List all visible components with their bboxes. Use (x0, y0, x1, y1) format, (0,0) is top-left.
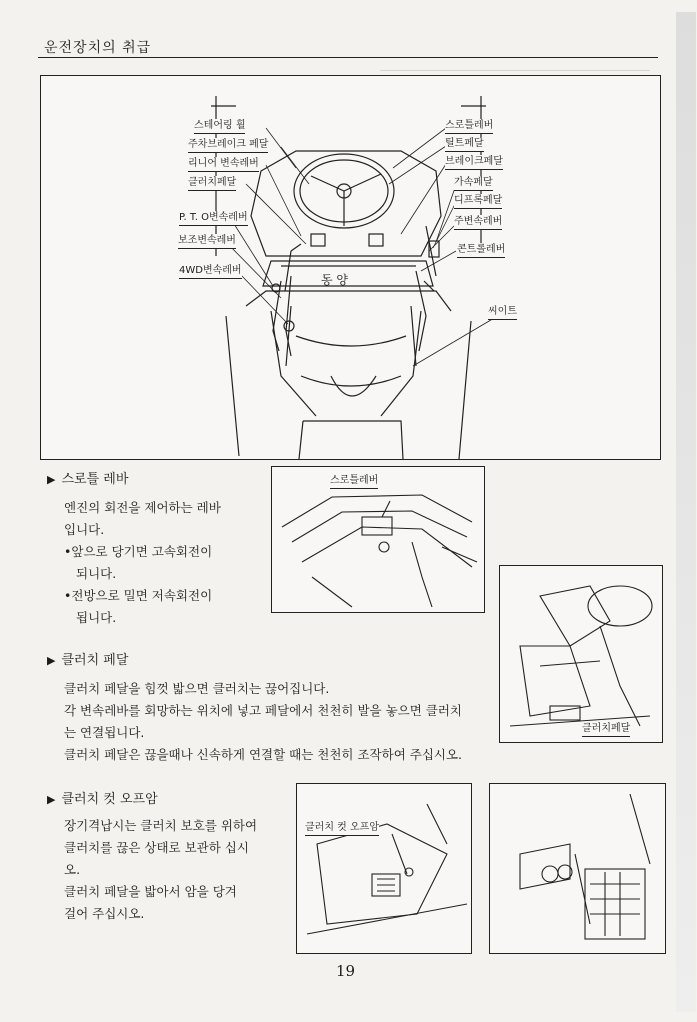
label-main-shift-lever: 주변속레버 (454, 215, 502, 230)
throttle-line-6: 됩니다. (76, 610, 117, 625)
throttle-figure-label: 스로틀레버 (330, 474, 378, 489)
throttle-section-heading (47, 468, 128, 487)
clutch-line-1: 클러치 페달을 힘껏 밟으면 클러치는 끊어집니다. (64, 681, 330, 696)
clutch-pedal-illustration (500, 566, 662, 742)
label-diff-lock-pedal: 디프록페달 (454, 194, 502, 209)
label-sub-shift-lever: 보조변속레버 (178, 234, 236, 249)
label-4wd-lever: 4WD변속레버 (179, 264, 242, 279)
label-accelerator-pedal: 가속페달 (454, 176, 493, 191)
throttle-line-5: •전방으로 밀면 저속회전이 (64, 588, 213, 603)
clutch-section-heading (47, 649, 128, 668)
clutch-cut-line-2: 클러치를 끊은 상태로 보관하 십시 (64, 840, 249, 855)
clutch-line-2: 각 변속레바를 회망하는 위치에 넣고 페달에서 천천히 발을 놓으면 클러치 (64, 703, 463, 718)
clutch-cut-section-heading (47, 788, 158, 807)
clutch-cut-detail-figure (489, 783, 666, 954)
label-pto-lever: P. T. O변속레버 (179, 211, 248, 226)
throttle-line-2: 입니다. (64, 522, 105, 537)
throttle-title: 스로틀 레바 (61, 472, 129, 487)
clutch-cut-line-4: 클러치 페달을 밟아서 암을 당겨 (64, 884, 237, 899)
label-control-lever: 콘트롤레버 (457, 243, 505, 258)
triangle-bullet-icon: ▶ (47, 473, 56, 486)
triangle-bullet-icon: ▶ (47, 654, 56, 667)
clutch-cut-figure-label: 클러치 컷 오프암 (305, 821, 379, 836)
clutch-body (64, 678, 484, 766)
clutch-cut-arm-illustration (297, 784, 471, 953)
label-steering-wheel: 스테어링 휠 (194, 119, 245, 134)
dash-brand-text: 동 양 (321, 273, 348, 287)
clutch-cut-figure (296, 783, 472, 954)
throttle-body (64, 497, 274, 629)
page-number: 19 (336, 962, 356, 980)
label-seat: 씨이트 (488, 305, 517, 320)
clutch-figure-label: 클러치페달 (582, 722, 630, 737)
clutch-cut-line-5: 걸어 주십시오. (64, 906, 145, 921)
label-clutch-pedal: 클러치페달 (188, 176, 236, 191)
label-linear-shift-lever: 리니어 변속레버 (188, 157, 259, 172)
page-header-title: 운전장치의 취급 (44, 40, 152, 56)
clutch-cut-body (64, 815, 274, 925)
triangle-bullet-icon: ▶ (47, 793, 56, 806)
label-brake-pedal: 브레이크페달 (445, 155, 503, 170)
clutch-line-4: 클러치 페달은 끊을때나 신속하게 연결할 때는 천천히 조작하여 주십시오. (64, 747, 463, 762)
clutch-cut-detail-illustration (490, 784, 665, 953)
clutch-line-3: 는 연결됩니다. (64, 725, 145, 740)
page-edge-shadow (676, 12, 696, 1012)
label-throttle-lever: 스로틀레버 (445, 119, 493, 134)
clutch-pedal-figure (499, 565, 663, 743)
throttle-figure (271, 466, 485, 613)
throttle-line-1: 엔진의 회전을 제어하는 레바 (64, 500, 221, 515)
clutch-cut-line-3: 오. (64, 862, 81, 877)
clutch-cut-title: 클러치 컷 오프암 (61, 792, 158, 807)
throttle-line-3: •앞으로 당기면 고속회전이 (64, 544, 213, 559)
clutch-cut-line-1: 장기격납시는 클러치 보호를 위하여 (64, 818, 258, 833)
clutch-title: 클러치 페달 (61, 653, 129, 668)
label-tilt-pedal: 틸트페달 (445, 137, 484, 152)
operator-station-illustration (41, 76, 660, 459)
throttle-line-4: 되니다. (76, 566, 117, 581)
header-rule (38, 57, 658, 58)
label-parking-brake-pedal: 주차브레이크 페달 (188, 138, 268, 153)
main-diagram-frame (40, 75, 661, 460)
